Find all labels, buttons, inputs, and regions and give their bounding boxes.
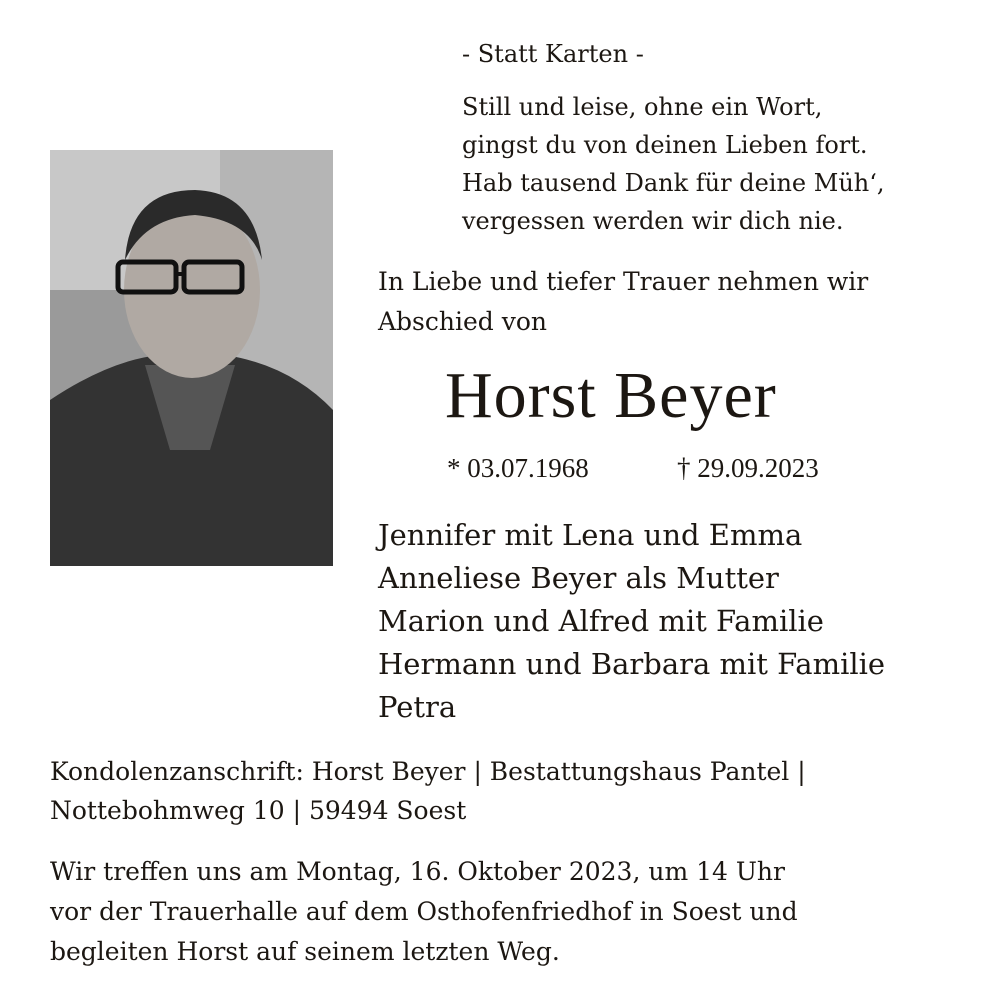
portrait-image — [50, 150, 333, 566]
intro-line: In Liebe und tiefer Trauer nehmen wir — [378, 267, 869, 296]
poem-line: vergessen werden wir dich nie. — [462, 207, 844, 235]
family-member: Hermann und Barbara mit Familie — [378, 647, 886, 681]
intro-text — [378, 262, 868, 342]
family-member: Marion und Alfred mit Familie — [378, 604, 824, 638]
condolence-address — [50, 752, 806, 830]
portrait-photo — [50, 150, 333, 566]
meeting-line: begleiten Horst auf seinem letzten Weg. — [50, 937, 560, 966]
poem — [462, 88, 885, 240]
family-member: Anneliese Beyer als Mutter — [378, 561, 779, 595]
condolence-line: Kondolenzanschrift: Horst Beyer | Bestattungshaus Pantel | — [50, 757, 806, 786]
meeting-line: vor der Trauerhalle auf dem Osthofenfriedhof in Soest und — [50, 897, 798, 926]
meeting-info — [50, 852, 798, 972]
poem-line: Hab tausend Dank für deine Müh‘, — [462, 169, 885, 197]
death-date: † 29.09.2023 — [677, 453, 819, 483]
condolence-line: Nottebohmweg 10 | 59494 Soest — [50, 796, 467, 825]
birth-date: * 03.07.1968 — [447, 453, 589, 483]
poem-line: Still und leise, ohne ein Wort, — [462, 93, 823, 121]
family-list — [378, 514, 885, 729]
family-member: Petra — [378, 690, 457, 724]
header-statt-karten: - Statt Karten - — [462, 40, 644, 68]
poem-line: gingst du von deinen Lieben fort. — [462, 131, 868, 159]
meeting-line: Wir treffen uns am Montag, 16. Oktober 2023, um 14 Uhr — [50, 857, 785, 886]
family-member: Jennifer mit Lena und Emma — [378, 518, 803, 552]
intro-line: Abschied von — [378, 307, 548, 336]
deceased-name: Horst Beyer — [445, 359, 777, 432]
